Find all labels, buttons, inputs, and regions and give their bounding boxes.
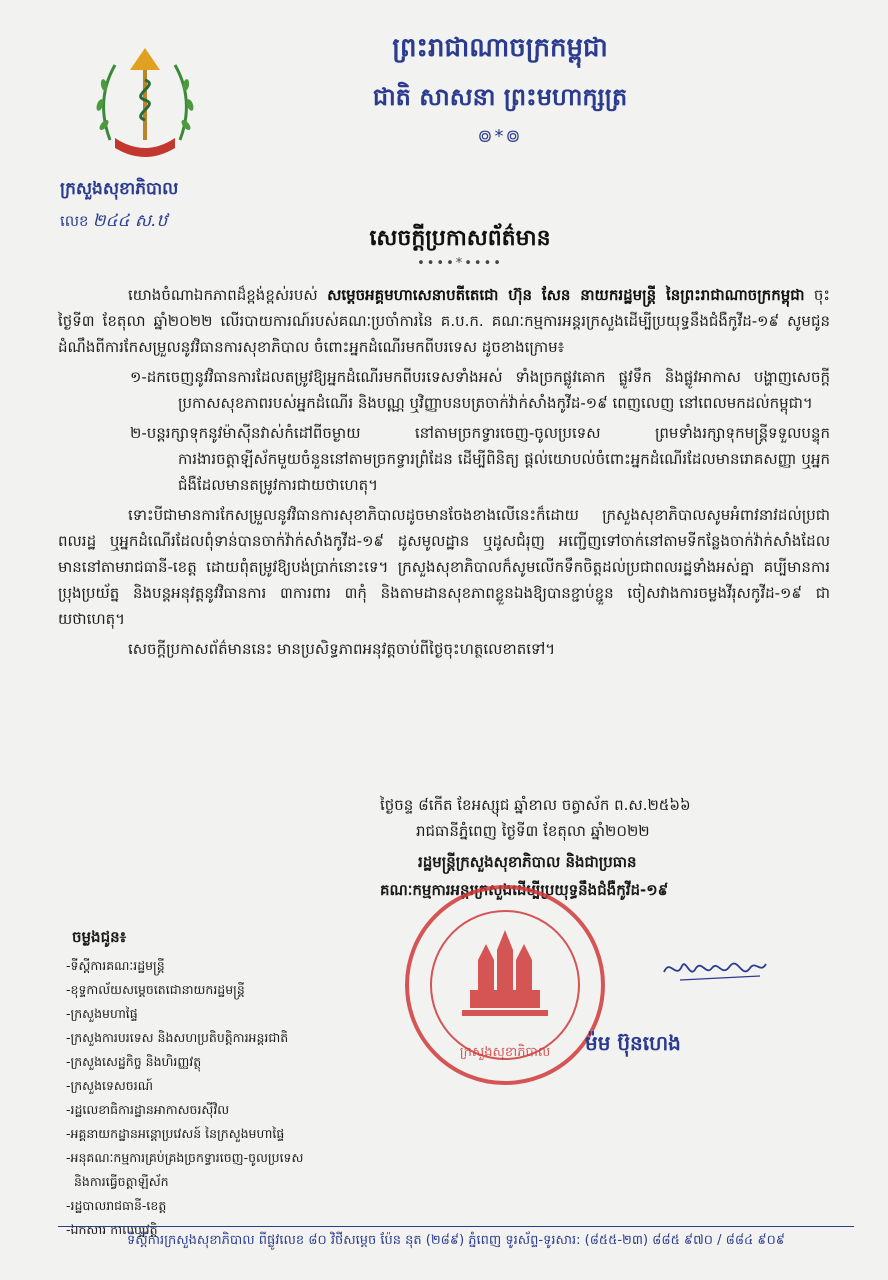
cc-item: -ខុទ្ទកាល័យសម្តេចតេជោនាយករដ្ឋមន្ត្រី bbox=[66, 982, 245, 997]
header-ornament: ៙*៙ bbox=[477, 126, 523, 147]
cc-item: -អនុគណៈកម្មការគ្រប់គ្រងច្រកទ្វារចេញ-ចូលប្រទេស bbox=[66, 1150, 304, 1165]
reference-value: ២៤៤ ស.ឋ bbox=[92, 211, 168, 231]
cc-item: -ឯកសារ កាលប្បវត្តិ bbox=[66, 1222, 158, 1237]
reference-number bbox=[60, 210, 260, 235]
reference-prefix: លេខ bbox=[60, 212, 89, 230]
paragraph-1 bbox=[58, 282, 830, 360]
ministry-logo-icon bbox=[90, 40, 200, 170]
cc-item: -ក្រសួងមហាផ្ទៃ bbox=[66, 1006, 138, 1021]
cc-item: និងការធ្វើចត្តាឡីស័ក bbox=[74, 1174, 169, 1189]
kingdom-header: ព្រះរាជាណាចក្រកម្ពុជា bbox=[392, 33, 608, 63]
cc-item: -អគ្គនាយកដ្ឋានអន្តោប្រវេសន៍ នៃក្រសួងមហាផ្ទៃ bbox=[66, 1126, 285, 1141]
official-stamp bbox=[400, 880, 610, 1090]
cc-item: -ក្រសួងសេដ្ឋកិច្ច និងហិរញ្ញវត្ថុ bbox=[66, 1054, 202, 1069]
cc-title: ចម្លងជូន៖ bbox=[72, 928, 127, 946]
dateline-lunar: ថ្ងៃចន្ទ ៨កើត ខែអស្សុជ ឆ្នាំខាល ចត្វាស័ក ព.ស.២៥៦៦ bbox=[380, 796, 691, 814]
p1-bold: សម្តេចអគ្គមហាសេនាបតីតេជោ ហ៊ុន សែន នាយករដ្ឋមន្ត្រី នៃព្រះរាជាណាចក្រកម្ពុជា bbox=[327, 286, 805, 304]
list-item-2: ២-បន្តរក្សាទុកនូវម៉ាស៊ីនវាស់កំដៅពីចម្ងាយ នៅតាមច្រកទ្វារចេញ-ចូលប្រទេស ព្រមទាំងរក្សាទុកមន្ត្រីទទួលបន្ទុកការងារចត្តាឡីស័កមួយចំនួននៅតាមច្រកទ្វារព្រំដែន ដើម្បីពិនិត្យ ផ្តល់យោបល់ចំពោះអ្នកដំណើរដែលមានរោគសញ្ញា ឬអ្នកជំងឺដែលមានតម្រូវការជាយថាហេតុ។ bbox=[130, 424, 830, 494]
dateline bbox=[380, 792, 800, 844]
cc-item: -ទីស្តីការគណៈរដ្ឋមន្ត្រី bbox=[66, 958, 165, 973]
footer-divider bbox=[58, 1226, 854, 1227]
signer-title-1: រដ្ឋមន្ត្រីក្រសួងសុខាភិបាល និងជាប្រធាន bbox=[418, 853, 637, 871]
signer-name: ម៉ម ប៊ុនហេង bbox=[585, 1031, 681, 1055]
national-motto: ជាតិ សាសនា ព្រះមហាក្សត្រ bbox=[372, 83, 628, 111]
cc-item: -ក្រសួងទេសចរណ៍ bbox=[66, 1078, 153, 1093]
paragraph-2: ទោះបីជាមានការកែសម្រួលនូវវិធានការសុខាភិបាលដូចមានចែងខាងលើនេះក៏ដោយ ក្រសួងសុខាភិបាលសូមអំពាវនាវដល់ប្រជាពលរដ្ឋ ឬអ្នកដំណើរដែលពុំទាន់បានចាក់វ៉ាក់សាំងកូវីដ-១៩ ដូសមូលដ្ឋាន ឬដូសជំរុញ អញ្ជើញទៅចាក់នៅតាមទីកន្លែងចាក់វ៉ាក់សាំងដែលមាននៅតាមរាជធានី-ខេត្ត ដោយពុំតម្រូវឱ្យបង់ប្រាក់នោះទេ។ ក្រសួងសុខាភិបាលក៏សូមលើកទឹកចិត្តដល់ប្រជាពលរដ្ឋទាំងអស់គ្នា គប្បីមានការប្រុងប្រយ័ត្ន និងបន្តអនុវត្តនូវវិធានការ ៣ការពារ ៣កុំ និងតាមដានសុខភាពខ្លួនឯងឱ្យបានខ្ជាប់ខ្ជួន ចៀសវាងការចម្លងវីរុសកូវីដ-១៩ ជាយថាហេតុ។ bbox=[58, 506, 830, 628]
document-title: សេចក្តីប្រកាសព័ត៌មាន bbox=[369, 226, 551, 251]
dateline-solar: រាជធានីភ្នំពេញ ថ្ងៃទី៣ ខែតុលា ឆ្នាំ២០២២ bbox=[416, 822, 650, 840]
handwritten-signature bbox=[660, 950, 770, 990]
signer-title-2: គណៈកម្មការអន្តរក្រសួងដើម្បីប្រយុទ្ធនឹងជំងឺកូវីដ-១៩ bbox=[380, 881, 669, 899]
p1-intro: យោងចំណាឯកភាពដ៏ខ្ពង់ខ្ពស់របស់ bbox=[128, 286, 328, 304]
title-ornament: ••••*•••• bbox=[417, 256, 503, 271]
p1-rest: ចុះថ្ងៃទី៣ ខែតុលា ឆ្នាំ២០២២ លើរបាយការណ៍របស់គណៈប្រចាំការនៃ គ.ប.ក. គណៈកម្មការអន្តរក្រសួងដើម្បីប្រយុទ្ធនឹងជំងឺកូវីដ-១៩ សូមជូនដំណឹងពីការកែសម្រួលនូវវិធានការសុខាភិបាល ចំពោះអ្នកដំណើរមកពីបរទេស ដូចខាងក្រោម៖ bbox=[58, 286, 830, 356]
cc-item: -ក្រសួងការបរទេស និងសហប្រតិបត្តិការអន្តរជាតិ bbox=[66, 1030, 289, 1045]
list-item-1: ១-ដកចេញនូវវិធានការដែលតម្រូវឱ្យអ្នកដំណើរមកពីបរទេសទាំងអស់ ទាំងច្រកផ្លូវគោក ផ្លូវទឹក និងផ្លូវអាកាស បង្ហាញសេចក្តីប្រកាសសុខភាពរបស់អ្នកដំណើរ និងបណ្ណ ឬវិញ្ញាបនបត្រចាក់វ៉ាក់សាំងកូវីដ-១៩ ពេញលេញ នៅពេលមកដល់កម្ពុជា។ bbox=[130, 368, 830, 412]
footer-address: ទីស្តីការក្រសួងសុខាភិបាល ពីផ្លូវលេខ ៨០ វិថីសម្តេច ប៉ែន នុត (២៨៩) ភ្នំពេញ ទូរស័ព្ទ-ទូរសារ: (៨៥៥-២៣) ៨៨៥ ៩៧០ / ៨៨៤ ៩០៩ bbox=[127, 1233, 785, 1248]
stamp-label: ក្រសួងសុខាភិបាល bbox=[459, 1045, 551, 1060]
paragraph-3: សេចក្តីប្រកាសព័ត៌មាននេះ មានប្រសិទ្ធភាពអនុវត្តចាប់ពីថ្ងៃចុះហត្ថលេខាតទៅ។ bbox=[128, 640, 556, 658]
ministry-name: ក្រសួងសុខាភិបាល bbox=[60, 179, 179, 199]
document-body bbox=[58, 282, 830, 666]
cc-item: -រដ្ឋលេខាធិការដ្ឋានអាកាសចរស៊ីវិល bbox=[66, 1102, 230, 1117]
cc-list bbox=[66, 954, 366, 1242]
cc-item: -រដ្ឋបាលរាជធានី-ខេត្ត bbox=[66, 1198, 167, 1213]
